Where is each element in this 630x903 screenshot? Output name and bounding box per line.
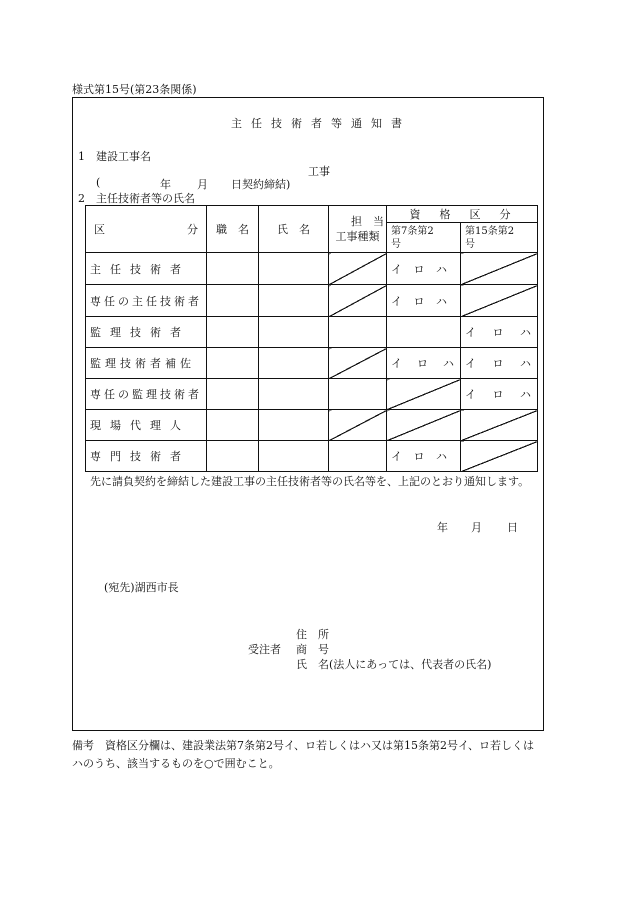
cell-name[interactable]	[259, 379, 329, 410]
row-label: 専任の主任技術者	[86, 285, 207, 317]
cell-article-7-marks: イ ロ ハ	[387, 253, 461, 285]
cell-work-type-crossed	[329, 285, 387, 317]
cell-article-7-crossed	[387, 410, 461, 441]
contractor-trade-label: 商 号	[296, 643, 329, 656]
cell-job-title[interactable]	[207, 285, 259, 317]
contract-day-label: 日契約締結)	[231, 178, 291, 191]
document-title: 主任技術者等通知書	[231, 117, 411, 130]
date-day-label: 日	[507, 521, 518, 534]
cell-name[interactable]	[259, 410, 329, 441]
cell-work-type-crossed	[329, 410, 387, 441]
construction-name-suffix: 工事	[308, 165, 330, 178]
contract-open-paren: (	[96, 176, 101, 189]
cell-article-15-marks: イ ロ ハ	[461, 317, 538, 348]
cell-article-7-marks: イ ロ ハ	[387, 348, 461, 379]
row-label: 監理技術者補佐	[86, 348, 207, 379]
header-work-type: 担 当 工事種類	[329, 206, 387, 253]
cell-article-7-marks: イ ロ ハ	[387, 441, 461, 472]
cell-work-type[interactable]	[329, 441, 387, 472]
contractor-role-label: 受注者	[248, 643, 281, 656]
contractor-name-label: 氏 名(法人にあっては、代表者の氏名)	[296, 658, 492, 671]
cell-article-7-empty	[387, 317, 461, 348]
cell-job-title[interactable]	[207, 253, 259, 285]
section-engineers-label: 2 主任技術者等の氏名	[78, 192, 195, 205]
cell-article-15-crossed	[461, 441, 538, 472]
row-label: 専任の監理技術者	[86, 379, 207, 410]
header-article-15: 第15条第2 号	[461, 223, 538, 253]
table-row	[86, 441, 538, 472]
row-label: 監理技術者	[86, 317, 207, 348]
header-article-7: 第7条第2 号	[387, 223, 461, 253]
cell-article-15-marks: イ ロ ハ	[461, 348, 538, 379]
contractor-address-label: 住 所	[296, 628, 329, 641]
cell-article-15-crossed	[461, 253, 538, 285]
table-row	[86, 410, 538, 441]
cell-name[interactable]	[259, 253, 329, 285]
engineers-table	[85, 205, 538, 472]
cell-article-7-crossed	[387, 379, 461, 410]
header-job-title: 職 名	[207, 206, 259, 253]
table-row	[86, 285, 538, 317]
cell-job-title[interactable]	[207, 410, 259, 441]
table-row	[86, 379, 538, 410]
header-kubun: 区 分	[86, 206, 207, 253]
header-qualification: 資 格 区 分	[387, 206, 538, 223]
cell-work-type-crossed	[329, 348, 387, 379]
section-construction-name-label: 1 建設工事名	[78, 150, 151, 163]
cell-article-15-crossed	[461, 285, 538, 317]
remark-line-1: 備考 資格区分欄は、建設業法第7条第2号イ、ロ若しくはハ又は第15条第2号イ、ロ若しくは	[72, 739, 535, 752]
notification-statement: 先に請負契約を締結した建設工事の主任技術者等の氏名等を、上記のとおり通知します。	[90, 475, 530, 488]
table-row	[86, 348, 538, 379]
header-name: 氏 名	[259, 206, 329, 253]
cell-name[interactable]	[259, 348, 329, 379]
cell-work-type[interactable]	[329, 317, 387, 348]
contract-year-label: 年	[160, 178, 171, 191]
row-label: 主任技術者	[86, 253, 207, 285]
cell-job-title[interactable]	[207, 348, 259, 379]
cell-name[interactable]	[259, 317, 329, 348]
cell-job-title[interactable]	[207, 317, 259, 348]
cell-article-15-marks: イ ロ ハ	[461, 379, 538, 410]
contract-month-label: 月	[197, 178, 208, 191]
table-row	[86, 253, 538, 285]
row-label: 専門技術者	[86, 441, 207, 472]
date-year-label: 年	[437, 521, 448, 534]
cell-article-15-crossed	[461, 410, 538, 441]
cell-article-7-marks: イ ロ ハ	[387, 285, 461, 317]
form-number-label: 様式第15号(第23条関係)	[72, 83, 197, 96]
cell-job-title[interactable]	[207, 379, 259, 410]
cell-name[interactable]	[259, 441, 329, 472]
table-row	[86, 317, 538, 348]
cell-job-title[interactable]	[207, 441, 259, 472]
addressee: (宛先)湖西市長	[104, 581, 179, 594]
date-month-label: 月	[471, 521, 482, 534]
cell-name[interactable]	[259, 285, 329, 317]
cell-work-type-crossed	[329, 253, 387, 285]
cell-work-type[interactable]	[329, 379, 387, 410]
remark-line-2: ハのうち、該当するものを○で囲むこと。	[72, 757, 280, 770]
row-label: 現場代理人	[86, 410, 207, 441]
